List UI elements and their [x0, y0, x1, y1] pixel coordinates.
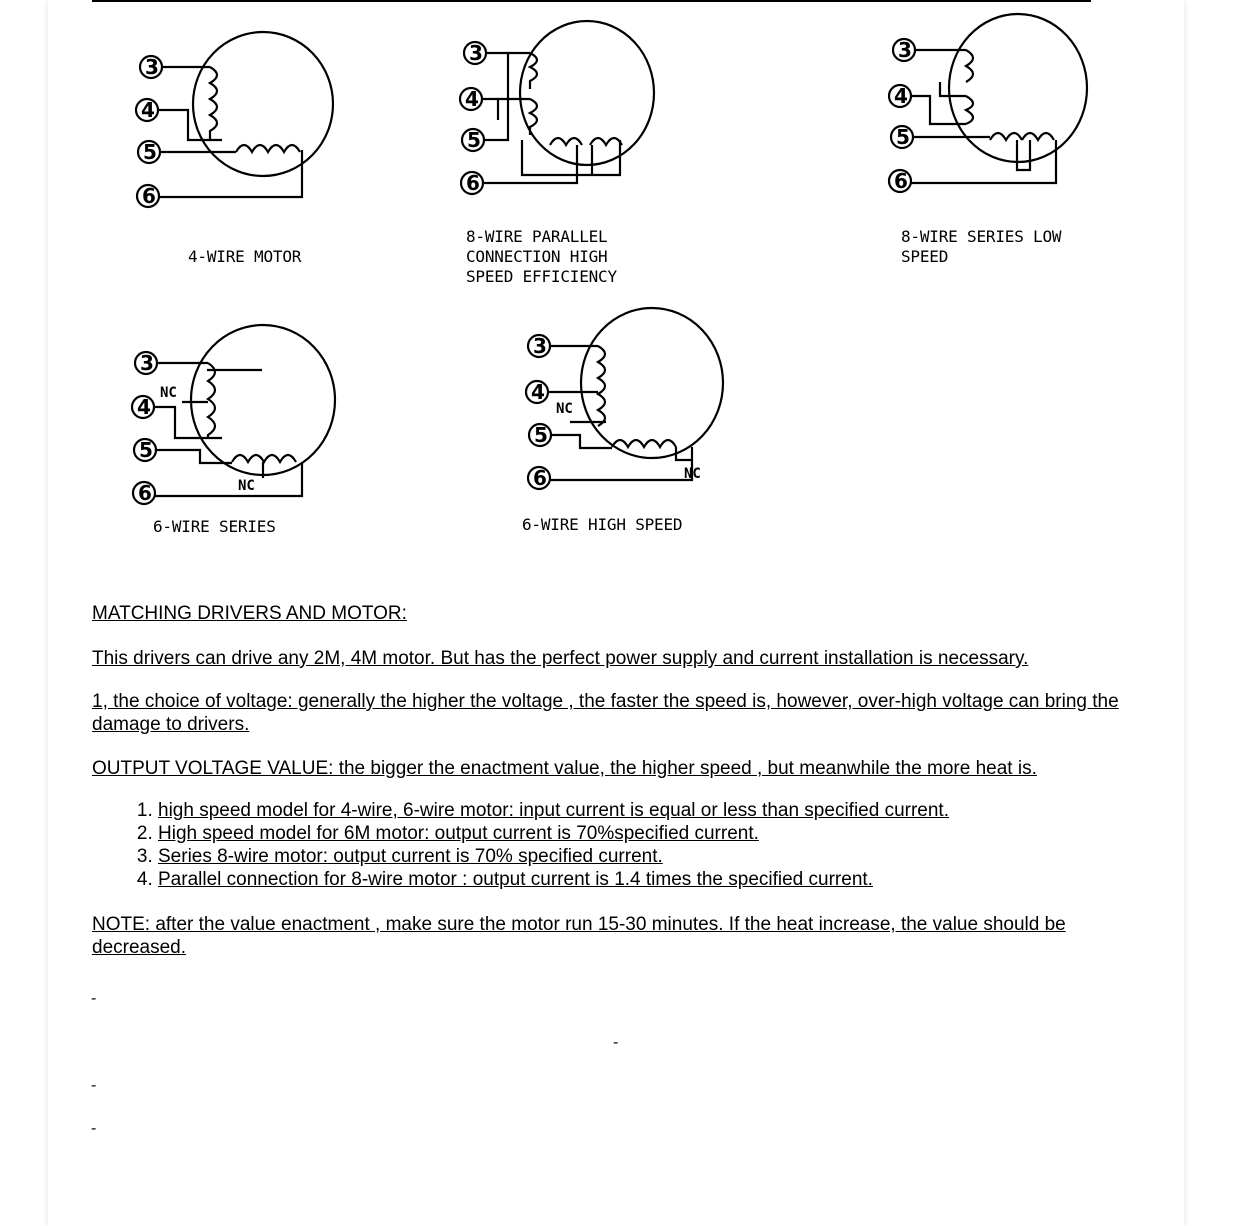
terminal-5: 5 — [467, 128, 481, 152]
caption-8-wire-parallel: CONNECTION HIGH — [466, 247, 608, 266]
voltage-paragraph — [92, 690, 1152, 736]
dash-mark: - — [91, 1077, 97, 1094]
terminal-4: 4 — [531, 380, 545, 404]
section-heading — [92, 602, 1152, 625]
dash-mark: - — [91, 1120, 97, 1137]
terminal-4: 4 — [894, 84, 908, 108]
intro-text: This drivers can drive any 2M, 4M motor. But has the perfect power supply and current installation is necessary. — [92, 648, 1029, 669]
caption-6-wire-high-speed: 6-WIRE HIGH SPEED — [522, 515, 683, 534]
terminal-6: 6 — [533, 466, 547, 490]
terminal-5: 5 — [534, 423, 548, 447]
terminal-3: 3 — [469, 41, 483, 65]
terminal-4: 4 — [465, 87, 479, 111]
caption-8-wire-series: SPEED — [901, 247, 949, 266]
terminal-5: 5 — [143, 140, 157, 164]
list-item: 2. High speed model for 6M motor: output current is 70%specified current. — [158, 822, 1152, 845]
terminal-3: 3 — [898, 38, 912, 62]
list-item: 1. high speed model for 4-wire, 6-wire motor: input current is equal or less than specified current. — [158, 799, 1152, 822]
note-paragraph — [92, 913, 1152, 959]
terminal-6: 6 — [138, 481, 152, 505]
nc-label: NC — [556, 401, 573, 417]
intro-paragraph — [92, 647, 1152, 670]
terminal-4: 4 — [141, 98, 155, 122]
terminal-6: 6 — [466, 171, 480, 195]
terminal-3: 3 — [145, 55, 159, 79]
terminal-5: 5 — [896, 125, 910, 149]
terminal-6: 6 — [894, 169, 908, 193]
nc-label: NC — [238, 478, 255, 494]
caption-8-wire-parallel: 8-WIRE PARALLEL — [466, 227, 608, 246]
terminal-5: 5 — [139, 438, 153, 462]
caption-4-wire: 4-WIRE MOTOR — [188, 247, 302, 266]
output-text: OUTPUT VOLTAGE VALUE: the bigger the enactment value, the higher speed , but meanwhile the more heat is. — [92, 758, 1037, 779]
caption-6-wire-series: 6-WIRE SERIES — [153, 517, 276, 536]
dash-mark: - — [91, 990, 97, 1007]
note-text: NOTE: after the value enactment , make sure the motor run 15-30 minutes. If the heat increase, the value should be decreased. — [92, 914, 1066, 958]
voltage-text: 1, the choice of voltage: generally the higher the voltage , the faster the speed is, however, over-high voltage can bring the damage to drivers. — [92, 691, 1119, 735]
caption-8-wire-parallel: SPEED EFFICIENCY — [466, 267, 617, 286]
terminal-3: 3 — [533, 334, 547, 358]
matching-heading: MATCHING DRIVERS AND MOTOR: — [92, 603, 407, 624]
diagram-labels — [0, 0, 1233, 560]
list-item: 3. Series 8-wire motor: output current is 70% specified current. — [158, 845, 1152, 868]
nc-label: NC — [160, 385, 177, 401]
terminal-3: 3 — [140, 351, 154, 375]
output-paragraph — [92, 757, 1152, 780]
current-list — [92, 799, 1152, 891]
caption-8-wire-series: 8-WIRE SERIES LOW — [901, 227, 1062, 246]
list-item: 4. Parallel connection for 8-wire motor : output current is 1.4 times the specified current. — [158, 868, 1152, 891]
dash-mark: - — [613, 1034, 619, 1051]
terminal-6: 6 — [142, 184, 156, 208]
terminal-4: 4 — [137, 395, 151, 419]
nc-label: NC — [684, 466, 701, 482]
